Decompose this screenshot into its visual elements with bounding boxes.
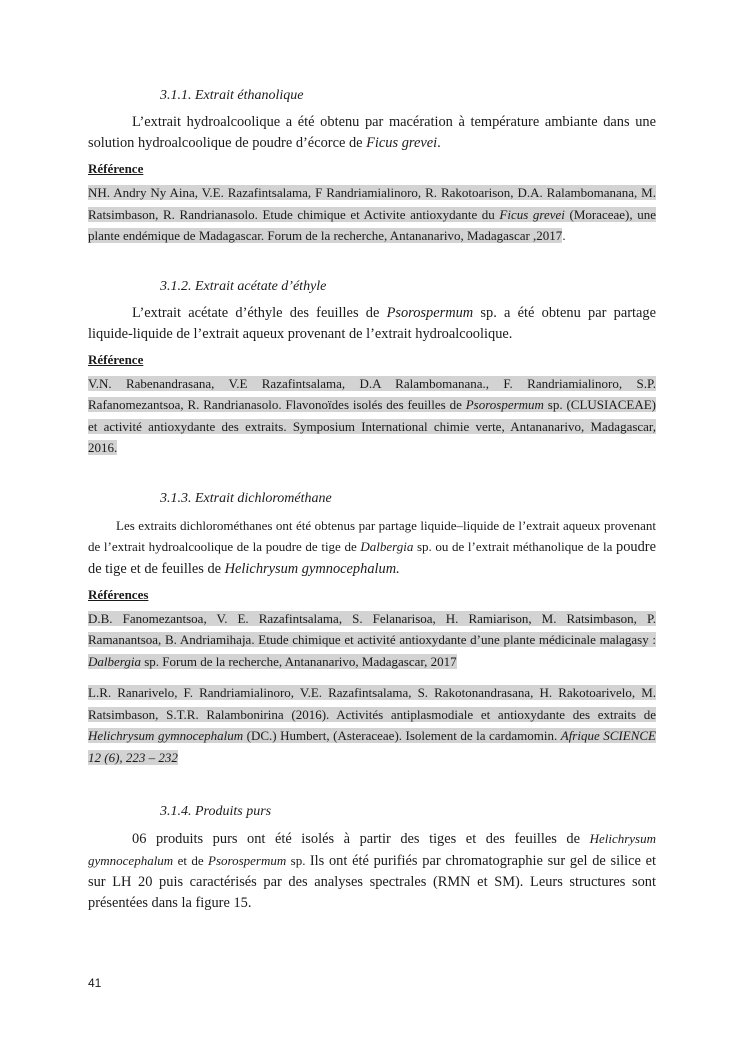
section-body-3-1-4: 06 produits purs ont été isolés à partir des tiges et des feuilles de Helichrysum gymnocephalum et de Psorospermum sp. Ils ont été purifiés par chromatographie sur gel de silice et sur LH 20 puis caractérisés par des analyses spectrales (RMN et SM). Leurs structures sont présentées dans la figure 15. (88, 831, 656, 911)
reference-heading: Référence (88, 351, 144, 367)
document-page (88, 86, 656, 914)
reference-heading: Référence (88, 161, 144, 176)
section-heading-3-1-2: 3.1.2. Extrait acétate d’éthyle (160, 278, 327, 294)
section-body-3-1-2: L’extrait acétate d’éthyle des feuilles de Psorospermum sp. a été obtenu par partage liquide-liquide de l’extrait aqueux provenant de l’extrait hydroalcoolique. (88, 304, 656, 342)
section-heading-3-1-3: 3.1.3. Extrait dichlorométhane (160, 490, 332, 506)
reference-entry: L.R. Ranarivelo, F. Randriamialinoro, V.E. Razafintsalama, S. Rakotonandrasana, H. Rakotoarivelo, M. Ratsimbason, S.T.R. Ralambonirina (2016). Activités antiplasmodiale et antioxydante des extraits de Helichrysum gymnocephalum (DC.) Humbert, (Asteraceae). Isolement de la cardamomin. Afrique SCIENCE 12 (6), 223 – 232 (88, 685, 656, 765)
reference-entry: NH. Andry Ny Aina, V.E. Razafintsalama, F Randriamialinoro, R. Rakotoarison, D.A. Ralambomanana, M. Ratsimbason, R. Randrianasolo. Etude chimique et Activite antioxydante du Ficus grevei (Moraceae), une plante endémique de Madagascar. Forum de la recherche, Antananarivo, Madagascar ,2017. (88, 185, 656, 243)
reference-entry: V.N. Rabenandrasana, V.E Razafintsalama, D.A Ralambomanana., F. Randriamialinoro, S.P. Rafanomezantsoa, R. Randrianasolo. Flavonoïdes isolés des feuilles de Psorospermum sp. (CLUSIACEAE) et activité antioxydante des extraits. Symposium International chimie verte, Antananarivo, Madagascar, 2016. (88, 375, 656, 455)
section-heading-3-1-1: 3.1.1. Extrait éthanolique (160, 88, 304, 103)
section-heading-3-1-4: 3.1.4. Produits purs (160, 804, 272, 819)
page-number: 41 (88, 976, 102, 990)
section-body-3-1-1: L’extrait hydroalcoolique a été obtenu par macération à température ambiante dans une solution hydroalcoolique de poudre d’écorce de Ficus grevei. (88, 114, 656, 151)
reference-entry: D.B. Fanomezantsoa, V. E. Razafintsalama, S. Felanarisoa, H. Ramiarison, M. Ratsimbason, P. Ramanantsoa, B. Andriamihaja. Etude chimique et activité antioxydante d’une plante médicinale malagasy : Dalbergia sp. Forum de la recherche, Antananarivo, Madagascar, 2017 (88, 610, 656, 669)
section-body-3-1-3: Les extraits dichlorométhanes ont été obtenus par partage liquide–liquide de l’extrait aqueux provenant de l’extrait hydroalcoolique de la poudre de tige de Dalbergia sp. ou de l’extrait méthanolique de la poudre de tige et de feuilles de Helichrysum gymnocephalum. (88, 517, 656, 577)
references-heading: Références (88, 586, 149, 602)
